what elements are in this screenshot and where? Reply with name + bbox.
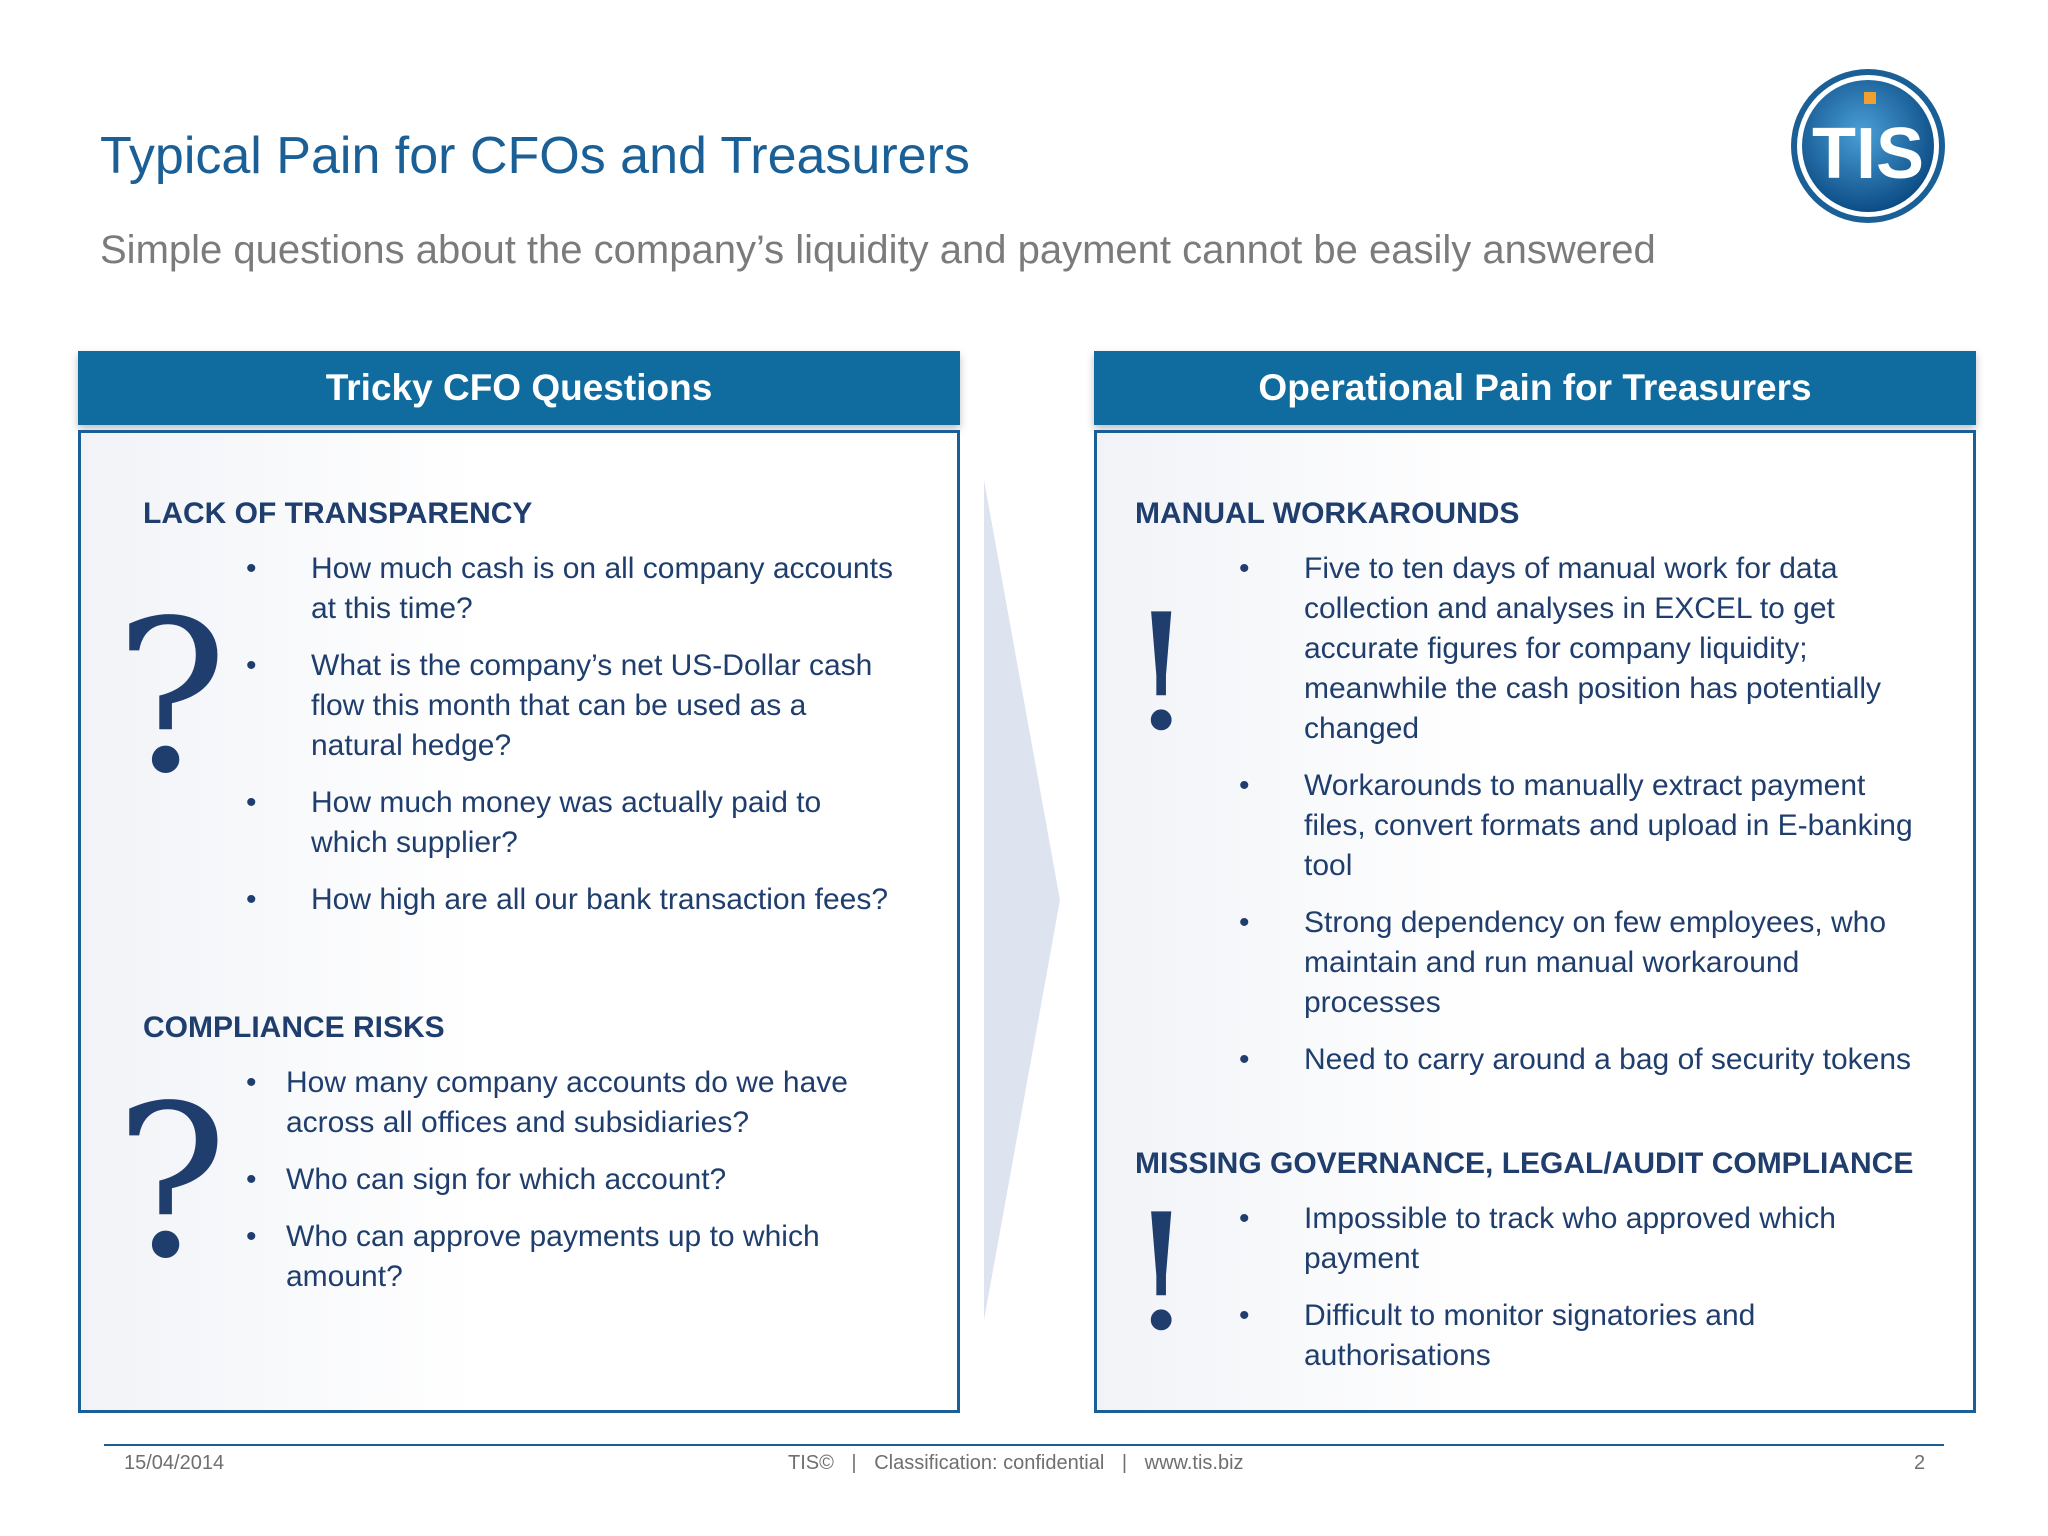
list-item: • How high are all our bank transaction fees? bbox=[246, 880, 906, 920]
footer-divider bbox=[104, 1444, 1944, 1446]
left-panel-header: Tricky CFO Questions bbox=[78, 351, 960, 425]
slide-title: Typical Pain for CFOs and Treasurers bbox=[100, 127, 970, 185]
chevron-arrow-icon bbox=[980, 480, 1064, 1320]
right-panel-header: Operational Pain for Treasurers bbox=[1094, 351, 1976, 425]
transparency-questions-list bbox=[246, 549, 906, 937]
footer-info bbox=[788, 1452, 1244, 1475]
footer-company: TIS© bbox=[788, 1452, 834, 1474]
list-item: • How much money was actually paid to which supplier? bbox=[246, 783, 906, 863]
footer-date: 15/04/2014 bbox=[124, 1452, 225, 1474]
compliance-questions-list bbox=[246, 1063, 886, 1314]
exclamation-mark-icon: ! bbox=[1129, 579, 1194, 766]
section-title-lack-of-transparency: LACK OF TRANSPARENCY bbox=[143, 497, 533, 530]
left-panel bbox=[78, 430, 960, 1413]
question-mark-icon: ? bbox=[115, 575, 228, 820]
list-item: • What is the company’s net US-Dollar cash flow this month that can be used as a natural hedge? bbox=[246, 646, 906, 766]
footer-website[interactable]: www.tis.biz bbox=[1144, 1452, 1244, 1474]
list-item: • How much cash is on all company accounts at this time? bbox=[246, 549, 906, 629]
list-item: • Impossible to track who approved which payment bbox=[1239, 1199, 1879, 1279]
list-item: • Five to ten days of manual work for data collection and analyses in EXCEL to get accurate figures for company liquidity; meanwhile the cash position has potentially changed bbox=[1239, 549, 1929, 749]
slide-subtitle: Simple questions about the company’s liquidity and payment cannot be easily answered bbox=[100, 228, 1656, 272]
manual-workarounds-list bbox=[1239, 549, 1929, 1097]
right-panel bbox=[1094, 430, 1976, 1413]
section-title-manual-workarounds: MANUAL WORKAROUNDS bbox=[1135, 497, 1520, 530]
footer-classification: Classification: confidential bbox=[874, 1452, 1105, 1474]
governance-list bbox=[1239, 1199, 1879, 1393]
question-mark-icon: ? bbox=[115, 1060, 228, 1305]
list-item: • How many company accounts do we have across all offices and subsidiaries? bbox=[246, 1063, 886, 1143]
exclamation-mark-icon: ! bbox=[1129, 1179, 1194, 1366]
footer-separator: | bbox=[851, 1452, 857, 1474]
tis-logo bbox=[1788, 66, 1948, 226]
page-number: 2 bbox=[1914, 1452, 1926, 1474]
list-item: • Who can approve payments up to which amount? bbox=[246, 1217, 886, 1297]
list-item: • Need to carry around a bag of security tokens bbox=[1239, 1040, 1929, 1080]
footer-separator: | bbox=[1121, 1452, 1128, 1474]
list-item: • Difficult to monitor signatories and authorisations bbox=[1239, 1296, 1879, 1376]
section-title-missing-governance: MISSING GOVERNANCE, LEGAL/AUDIT COMPLIANCE bbox=[1135, 1147, 1914, 1180]
svg-text:TIS: TIS bbox=[1811, 114, 1925, 194]
list-item: • Workarounds to manually extract payment files, convert formats and upload in E-banking tool bbox=[1239, 766, 1929, 886]
list-item: • Strong dependency on few employees, who maintain and run manual workaround processes bbox=[1239, 903, 1929, 1023]
section-title-compliance-risks: COMPLIANCE RISKS bbox=[143, 1011, 445, 1044]
list-item: • Who can sign for which account? bbox=[246, 1160, 886, 1200]
